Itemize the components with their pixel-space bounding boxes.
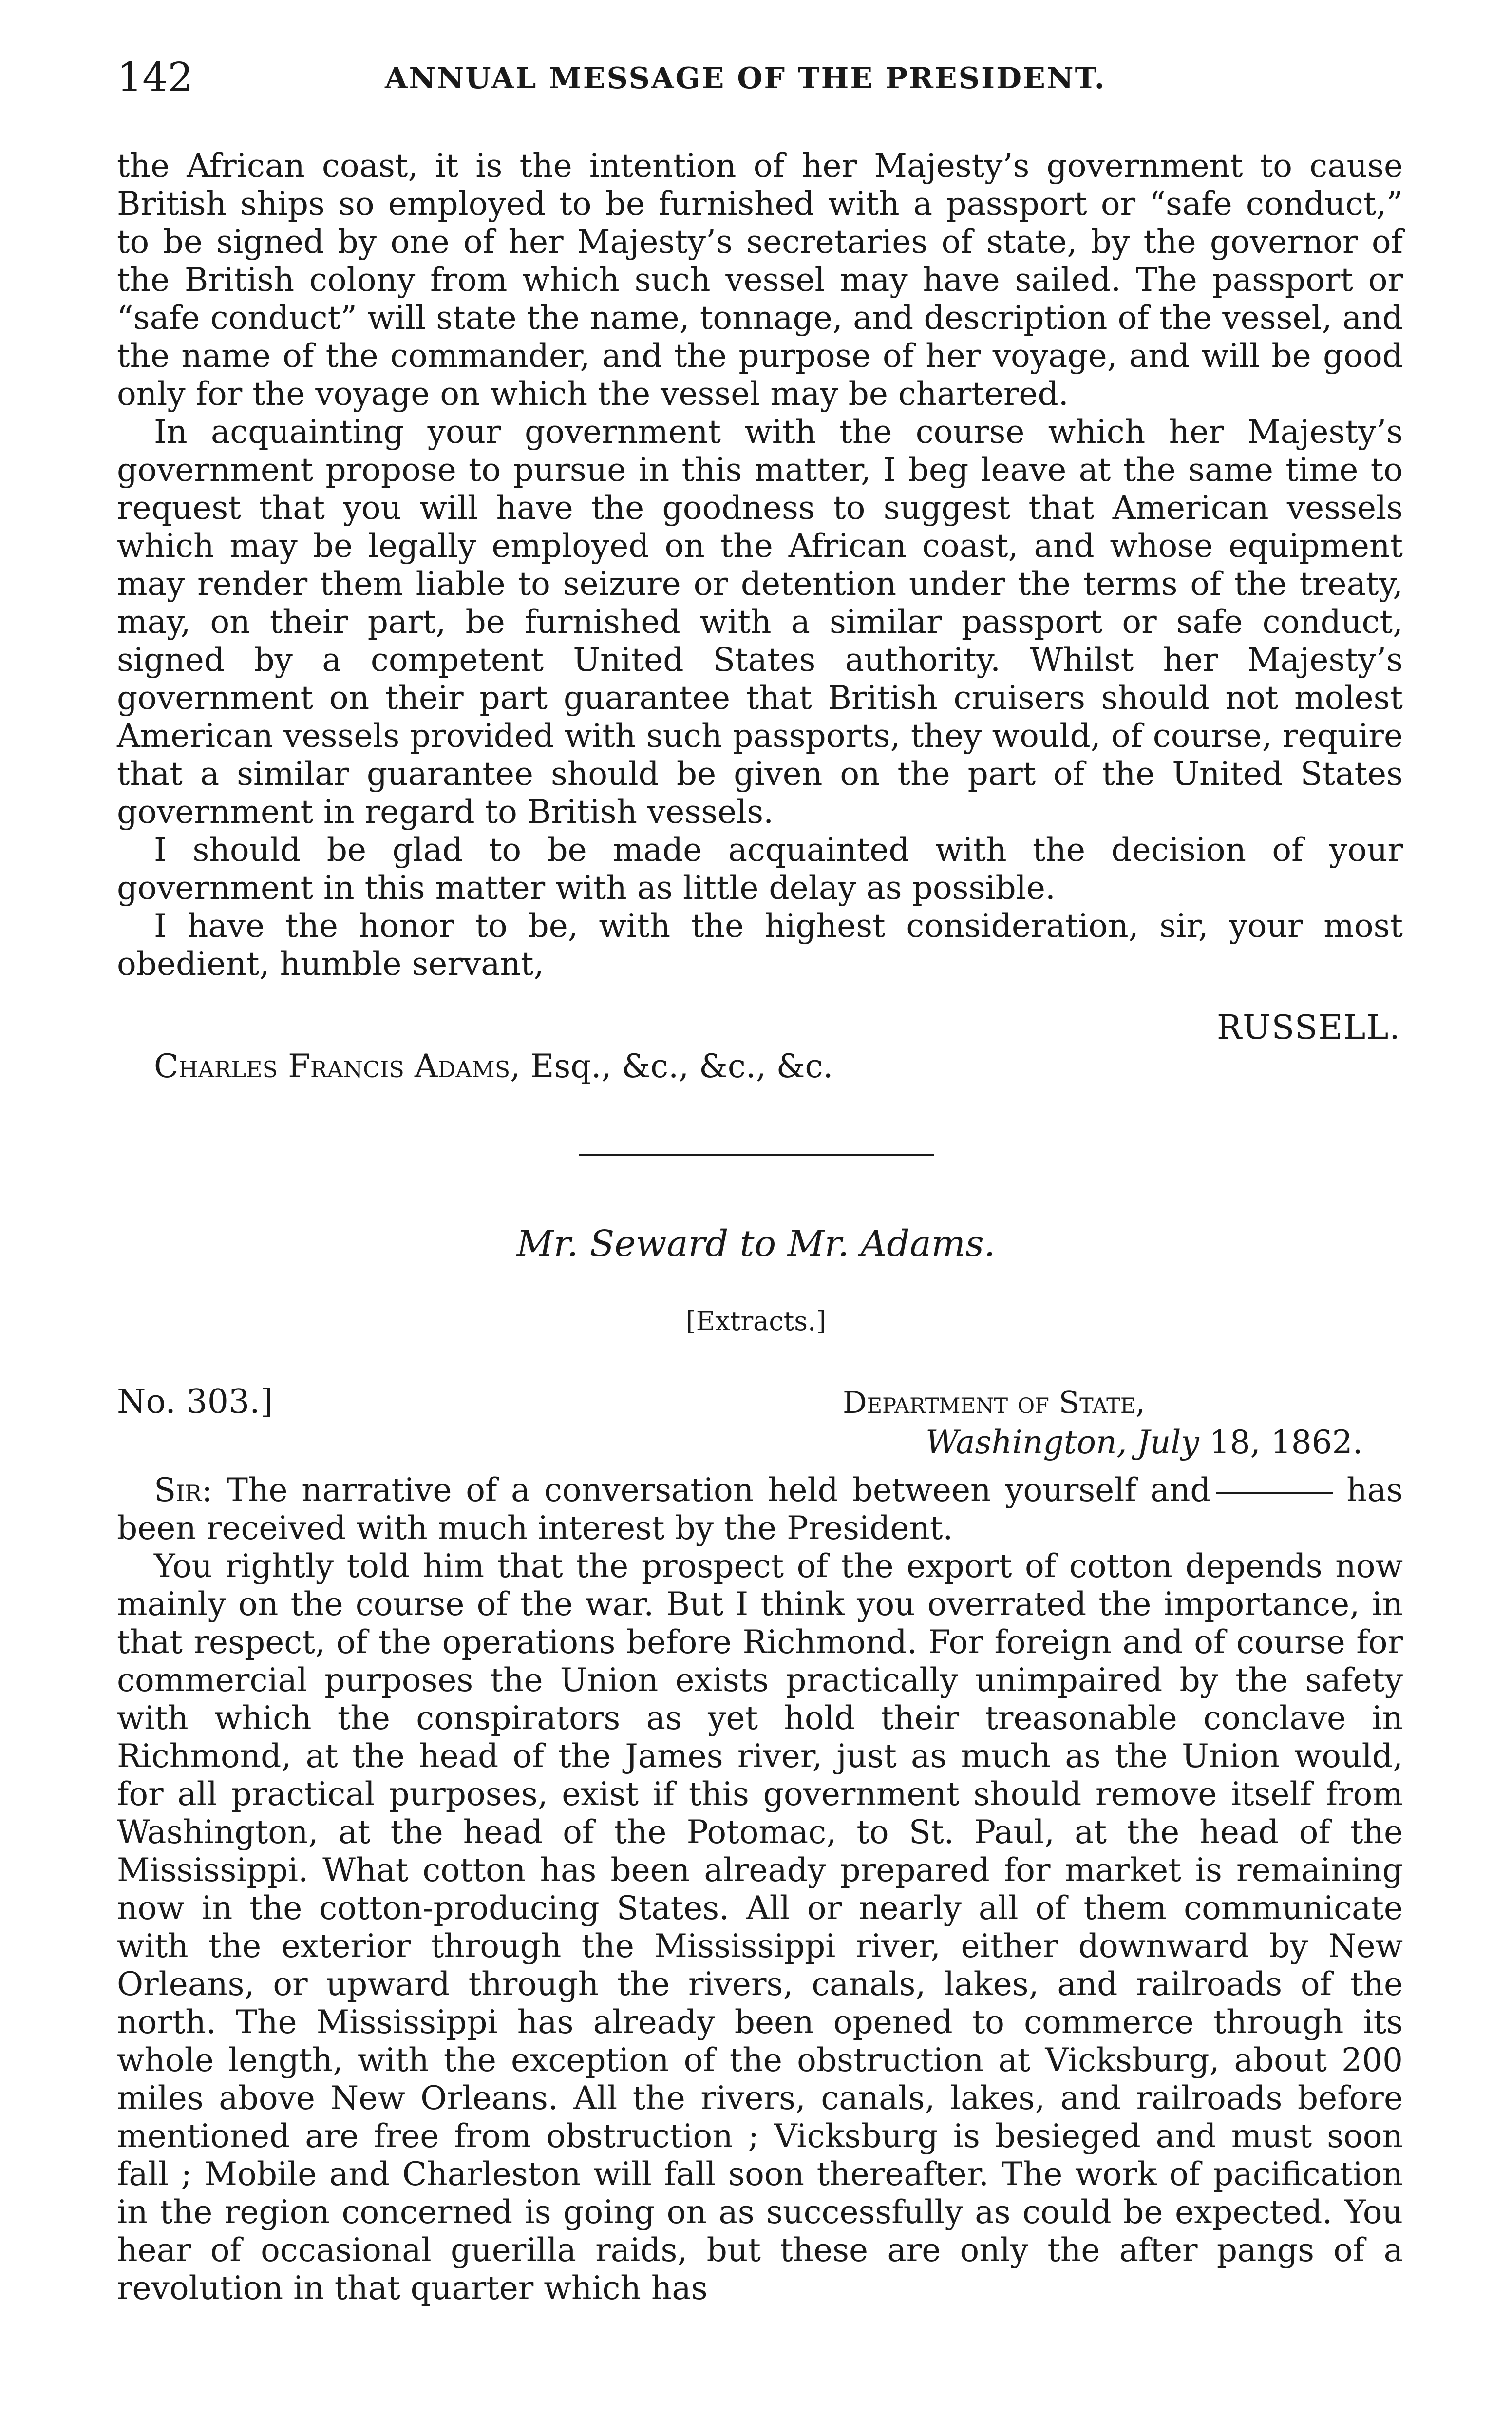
- seward-letter-body: [117, 1471, 1403, 2307]
- page-number: 142: [117, 55, 193, 101]
- extracts-note: [Extracts.]: [685, 1306, 827, 1336]
- running-head: [117, 55, 1403, 108]
- document-heading: Mr. Seward to Mr. Adams.: [516, 1223, 996, 1265]
- place-date-text: Washington, July: [926, 1424, 1199, 1461]
- dateline: [843, 1383, 1363, 1463]
- despatch-number: No. 303.]: [117, 1383, 273, 1421]
- paragraph-passport: the African coast, it is the intention of her Majesty’s government to cause British ships so employed to be furnished with a passport or “safe conduct,” to be signed by one of her Majesty’s secretaries of state, by the governor of the British colony from which such vessel may have sailed. The passport or “safe conduct” will state the name, tonnage, and description of the vessel, and the name of the commander, and the purpose of her voyage, and will be good only for the voyage on which the vessel may be chartered.: [117, 147, 1403, 413]
- russell-letter-body: [117, 147, 1403, 983]
- paragraph-cotton: You rightly told him that the prospect of the export of cotton depends now mainly on the course of the war. But I think you overrated the importance, in that respect, of the operations before Richmond. For foreign and of course for commercial purposes the Union exists practically unimpaired by the safety with which the conspirators as yet hold their treasonable conclave in Richmond, at the head of the James river, just as much as the Union would, for all practical purposes, exist if this government should remove itself from Washington, at the head of the Potomac, to St. Paul, at the head of the Mississippi. What cotton has been already prepared for market is remaining now in the cotton-producing States. All or nearly all of them communicate with the exterior through the Mississippi river, either downward by New Orleans, or upward through the rivers, canals, lakes, and railroads of the north. The Mississippi has already been opened to commerce through its whole length, with the exception of the obstruction at Vicksburg, about 200 miles above New Orleans. All the rivers, canals, lakes, and railroads before mentioned are free from obstruction ; Vicksburg is besieged and must soon fall ; Mobile and Charleston will fall soon thereafter. The work of pacification in the region concerned is going on as successfully as could be expected. You hear of occasional guerilla raids, but these are only the after pangs of a revolution in that quarter which has: [117, 1547, 1403, 2307]
- paragraph-salutation: [117, 1471, 1403, 1547]
- addressee-title: , Esq., &c., &c., &c.: [510, 1047, 833, 1085]
- addressee: [154, 1047, 833, 1085]
- department-name: Department of State,: [843, 1385, 1145, 1420]
- addressee-name: Charles Francis Adams: [154, 1047, 510, 1085]
- salutation: Sir: [154, 1471, 202, 1509]
- signature: RUSSELL.: [1216, 1009, 1401, 1047]
- section-divider: [579, 1154, 934, 1156]
- salutation-text: : The narrative of a conversation held between yourself and: [202, 1471, 1211, 1509]
- redaction-dash: [1216, 1492, 1333, 1494]
- running-title: ANNUAL MESSAGE OF THE PRESIDENT.: [385, 61, 1106, 95]
- place-date: [926, 1423, 1363, 1463]
- date-tail: 18, 1862.: [1209, 1424, 1363, 1461]
- paragraph-closing: I have the honor to be, with the highest consideration, sir, your most obedient, humble servant,: [117, 907, 1403, 983]
- paragraph-decision: I should be glad to be made acquainted with the decision of your government in this matter with as little delay as possible.: [117, 831, 1403, 907]
- paragraph-request: In acquainting your government with the course which her Majesty’s government propose to pursue in this matter, I beg leave at the same time to request that you will have the goodness to suggest that American vessels which may be legally employed on the African coast, and whose equipment may render them liable to seizure or detention under the terms of the treaty, may, on their part, be furnished with a similar passport or safe conduct, signed by a competent United States authority. Whilst her Majesty’s government on their part guarantee that British cruisers should not molest American vessels provided with such passports, they would, of course, require that a similar guarantee should be given on the part of the United States government in regard to British vessels.: [117, 413, 1403, 831]
- salutation-text-end: has been received with much interest by the President.: [117, 1471, 1403, 1547]
